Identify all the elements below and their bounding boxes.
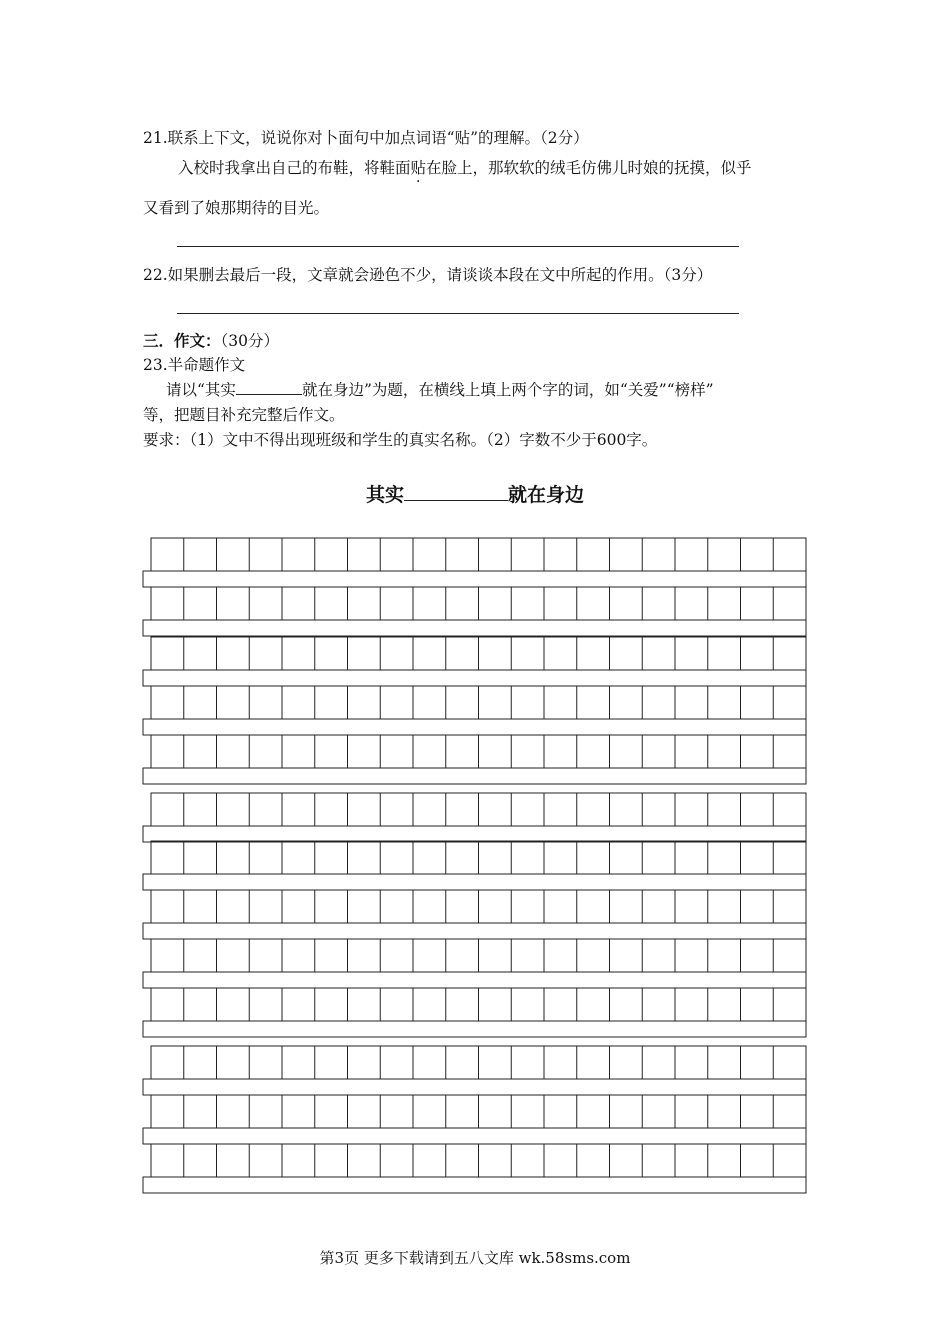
grid-spacer-strip bbox=[143, 923, 806, 939]
page-footer: 第3页 更多下载请到五八文库 wk.58sms.com bbox=[319, 1249, 631, 1267]
grid-spacer-strip bbox=[143, 768, 806, 784]
grid-spacer-strip bbox=[143, 571, 806, 587]
grid-spacer-strip bbox=[143, 670, 806, 686]
grid-spacer-strip bbox=[143, 620, 806, 636]
grid-spacer-strip bbox=[143, 1128, 806, 1144]
q21-prompt: 21.联系上下文，说说你对卜面句中加点词语“贴”的理解。（2分） bbox=[143, 129, 589, 147]
section3-heading: 三．作文： bbox=[143, 331, 221, 350]
q23-instruction-line2: 等，把题目补充完整后作文。 bbox=[143, 406, 345, 424]
essay-title-after: 就在身边 bbox=[508, 484, 585, 506]
q22-prompt: 22.如果删去最后一段，文章就会逊色不少，请谈谈本段在文中所起的作用。（3分） bbox=[143, 266, 713, 284]
q23-instruction-after: 就在身边”为题，在横线上填上两个字的词，如“关爱”“榜样” bbox=[301, 381, 714, 399]
q21-dotted-word: 贴 bbox=[410, 159, 427, 177]
section3-score: （30分） bbox=[220, 332, 279, 350]
essay-title-before: 其实 bbox=[365, 484, 404, 506]
q23-instruction-before: 请以“其实 bbox=[166, 381, 236, 399]
grid-spacer-strip bbox=[143, 826, 806, 842]
grid-spacer-strip bbox=[143, 1177, 806, 1193]
grid-spacer-strip bbox=[143, 874, 806, 890]
q21-quote-line2: 又看到了娘那期待的目光。 bbox=[143, 199, 330, 217]
q23-requirements: 要求：（1）文中不得出现班级和学生的真实名称。（2）字数不少于600字。 bbox=[143, 431, 658, 449]
grid-spacer-strip bbox=[143, 972, 806, 988]
q23-title: 23.半命题作文 bbox=[143, 356, 246, 374]
q21-quote-after: 在脸上，那软软的绒毛仿佛儿时娘的抚摸，似乎 bbox=[426, 159, 752, 177]
grid-spacer-strip bbox=[143, 1079, 806, 1095]
grid-spacer-strip bbox=[143, 1021, 806, 1037]
q21-quote-before: 入校时我拿出自己的布鞋，将鞋面 bbox=[178, 159, 411, 177]
grid-spacer-strip bbox=[143, 719, 806, 735]
